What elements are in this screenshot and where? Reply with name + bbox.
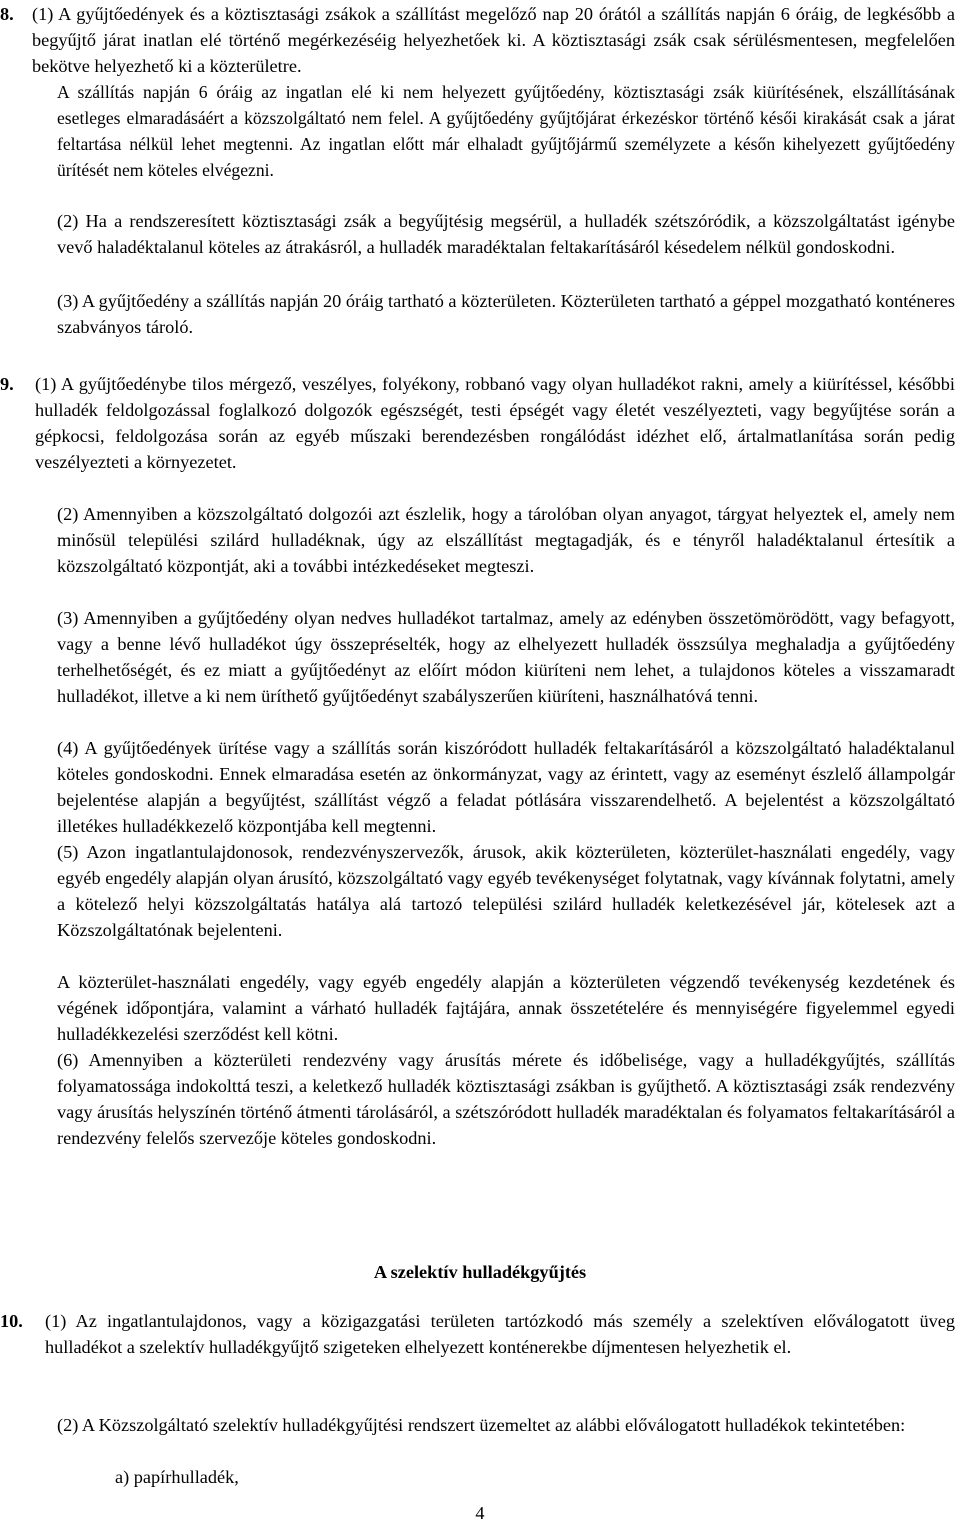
section-body	[32, 1, 955, 79]
section-body-continued	[57, 969, 955, 1047]
section-body	[35, 371, 955, 475]
paragraph: (2) Ha a rendszeresített köztisztasági zsák a begyűjtésig megsérül, a hulladék szétszóródik, a közszolgáltatást igénybe vevő haladéktalanul köteles az átrakásról, a hulladék maradéktalan feltakarításáról késedelem nélkül gondoskodni.	[57, 211, 955, 258]
paragraph: (6) Amennyiben a közterületi rendezvény vagy árusítás mérete és időbelisége, vagy a hulladékgyűjtés, szállítás folyamatossága indokolttá teszi, a keletkező hulladék köztisztasági zsákban is gyűjthető. A köztisztasági zsák rendezvény vagy árusítás helyszínén történő átmenti tárolásáról, a szétszóródott hulladék maradéktalan és folyamatos feltakarításáról a rendezvény felelős szervezője köteles gondoskodni.	[57, 1050, 955, 1149]
paragraph: A közterület-használati engedély, vagy egyéb engedély alapján a közterületen végzendő tevékenység kezdetének és végének időpontjára, valamint a várható hulladék fajtájára, annak összetételére és mennyiségére figyelemmel egyedi hulladékkezelési szerződést kell kötni.	[57, 972, 955, 1045]
section-body-continued	[57, 288, 955, 340]
section-number: 9.	[0, 374, 14, 394]
paragraph: (2) Amennyiben a közszolgáltató dolgozói azt észlelik, hogy a tárolóban olyan anyagot, tárgyat helyeztek el, amely nem minősül települési szilárd hulladéknak, úgy az elszállítást megtagadják, és e tényről haladéktalanul értesítik a közszolgáltató központját, aki a további intézkedéseket megteszi.	[57, 504, 955, 577]
paragraph: (2) A Közszolgáltató szelektív hulladékgyűjtési rendszert üzemeltet az alábbi előválogatott hulladékok tekintetében:	[57, 1415, 906, 1435]
section-body-continued	[57, 1047, 955, 1151]
section-body-continued	[57, 839, 955, 943]
paragraph: (3) A gyűjtőedény a szállítás napján 20 óráig tartható a közterületen. Közterületen tartható a géppel mozgatható konténeres szabványos tároló.	[57, 291, 955, 338]
paragraph: (5) Azon ingatlantulajdonosok, rendezvényszervezők, árusok, akik közterületen, közterület-használati engedély, vagy egyéb engedély alapján olyan árusító, közszolgáltató vagy egyéb tevékenységet folytatnak, vagy kívánnak folytatni, amely a kötelező helyi közszolgáltatás hatálya alá tartozó települési szilárd hulladék keletkezésével jár, kötelesek azt a Közszolgáltatónak bejelenteni.	[57, 842, 955, 941]
section-body-continued	[57, 735, 955, 839]
section-body-continued	[57, 208, 955, 260]
paragraph: A szállítás napján 6 óráig az ingatlan elé ki nem helyezett gyűjtőedény, köztisztasági zsák kiürítésének, elszállításának esetleges elmaradásáért a közszolgáltató nem felel. A gyűjtőedény gyűjtőjárat érkezéskor történő késői kirakását csak a járat feltartása nélkül lehet megtenni. Az ingatlan előtt már elhaladt gyűjtőjármű személyzete a későn kihelyezett gyűjtőedény ürítését nem köteles elvégezni.	[57, 82, 955, 181]
paragraph: (1) A gyűjtőedénybe tilos mérgező, veszélyes, folyékony, robbanó vagy olyan hulladékot rakni, amely a kiürítéssel, későbbi hulladék feldolgozással foglalkozó dolgozók egészségét, testi épségét vagy életét veszélyezteti, vagy begyűjtése során a gépkocsi, feldolgozása során az egyéb műszaki berendezésben rongálódást idézhet elő, ártalmatlanítása során pedig veszélyezteti a környezetet.	[35, 374, 955, 473]
section-body-continued	[57, 79, 955, 183]
paragraph: (1) Az ingatlantulajdonos, vagy a közigazgatási területen tartózkodó más személy a szelektíven előválogatott üveg hulladékot a szelektív hulladékgyűjtő szigeteken elhelyezett konténerekbe díjmentesen helyezhetik el.	[45, 1311, 955, 1358]
section-body-continued	[57, 605, 955, 709]
paragraph: (4) A gyűjtőedények ürítése vagy a szállítás során kiszóródott hulladék feltakarításáról a közszolgáltató haladéktalanul köteles gondoskodni. Ennek elmaradása esetén az önkormányzat, vagy az érintett, vagy az eseményt észlelő állampolgár bejelentése alapján a begyűjtést, szállítást végző a feladat pótlására visszarendelhető. A bejelentést a közszolgáltató illetékes hulladékkezelő központjába kell megtenni.	[57, 738, 955, 837]
paragraph: (1) A gyűjtőedények és a köztisztasági zsákok a szállítást megelőző nap 20 órától a szállítás napján 6 óráig, de legkésőbb a begyűjtő járat inatlan elé történő megérkezéséig helyezhetőek ki. A köztisztasági zsák csak sérülésmentesen, megfelelően bekötve helyezhető ki a közterületre.	[32, 4, 955, 77]
page-number: 4	[475, 1503, 485, 1523]
section-body-continued	[57, 1412, 955, 1438]
section-number: 10.	[0, 1311, 23, 1331]
section-number: 8.	[0, 4, 14, 24]
list-item-text: a) papírhulladék,	[115, 1467, 239, 1487]
list-item	[115, 1464, 955, 1490]
section-body-continued	[57, 501, 955, 579]
section-heading: A szelektív hulladékgyűjtés	[373, 1262, 587, 1282]
section-body	[45, 1308, 955, 1360]
paragraph: (3) Amennyiben a gyűjtőedény olyan nedves hulladékot tartalmaz, amely az edényben összetömörödött, vagy befagyott, vagy a benne lévő hulladékot úgy összepréselték, hogy az elhelyezett hulladék összsúlya meghaladja a gyűjtőedény terhelhetőségét, és ez miatt a gyűjtőedényt az előírt módon kiüríteni nem lehet, a tulajdonos köteles a visszamaradt hulladékot, illetve a ki nem üríthető gyűjtőedényt szabályszerűen kiüríteni, használhatóvá tenni.	[57, 608, 955, 707]
